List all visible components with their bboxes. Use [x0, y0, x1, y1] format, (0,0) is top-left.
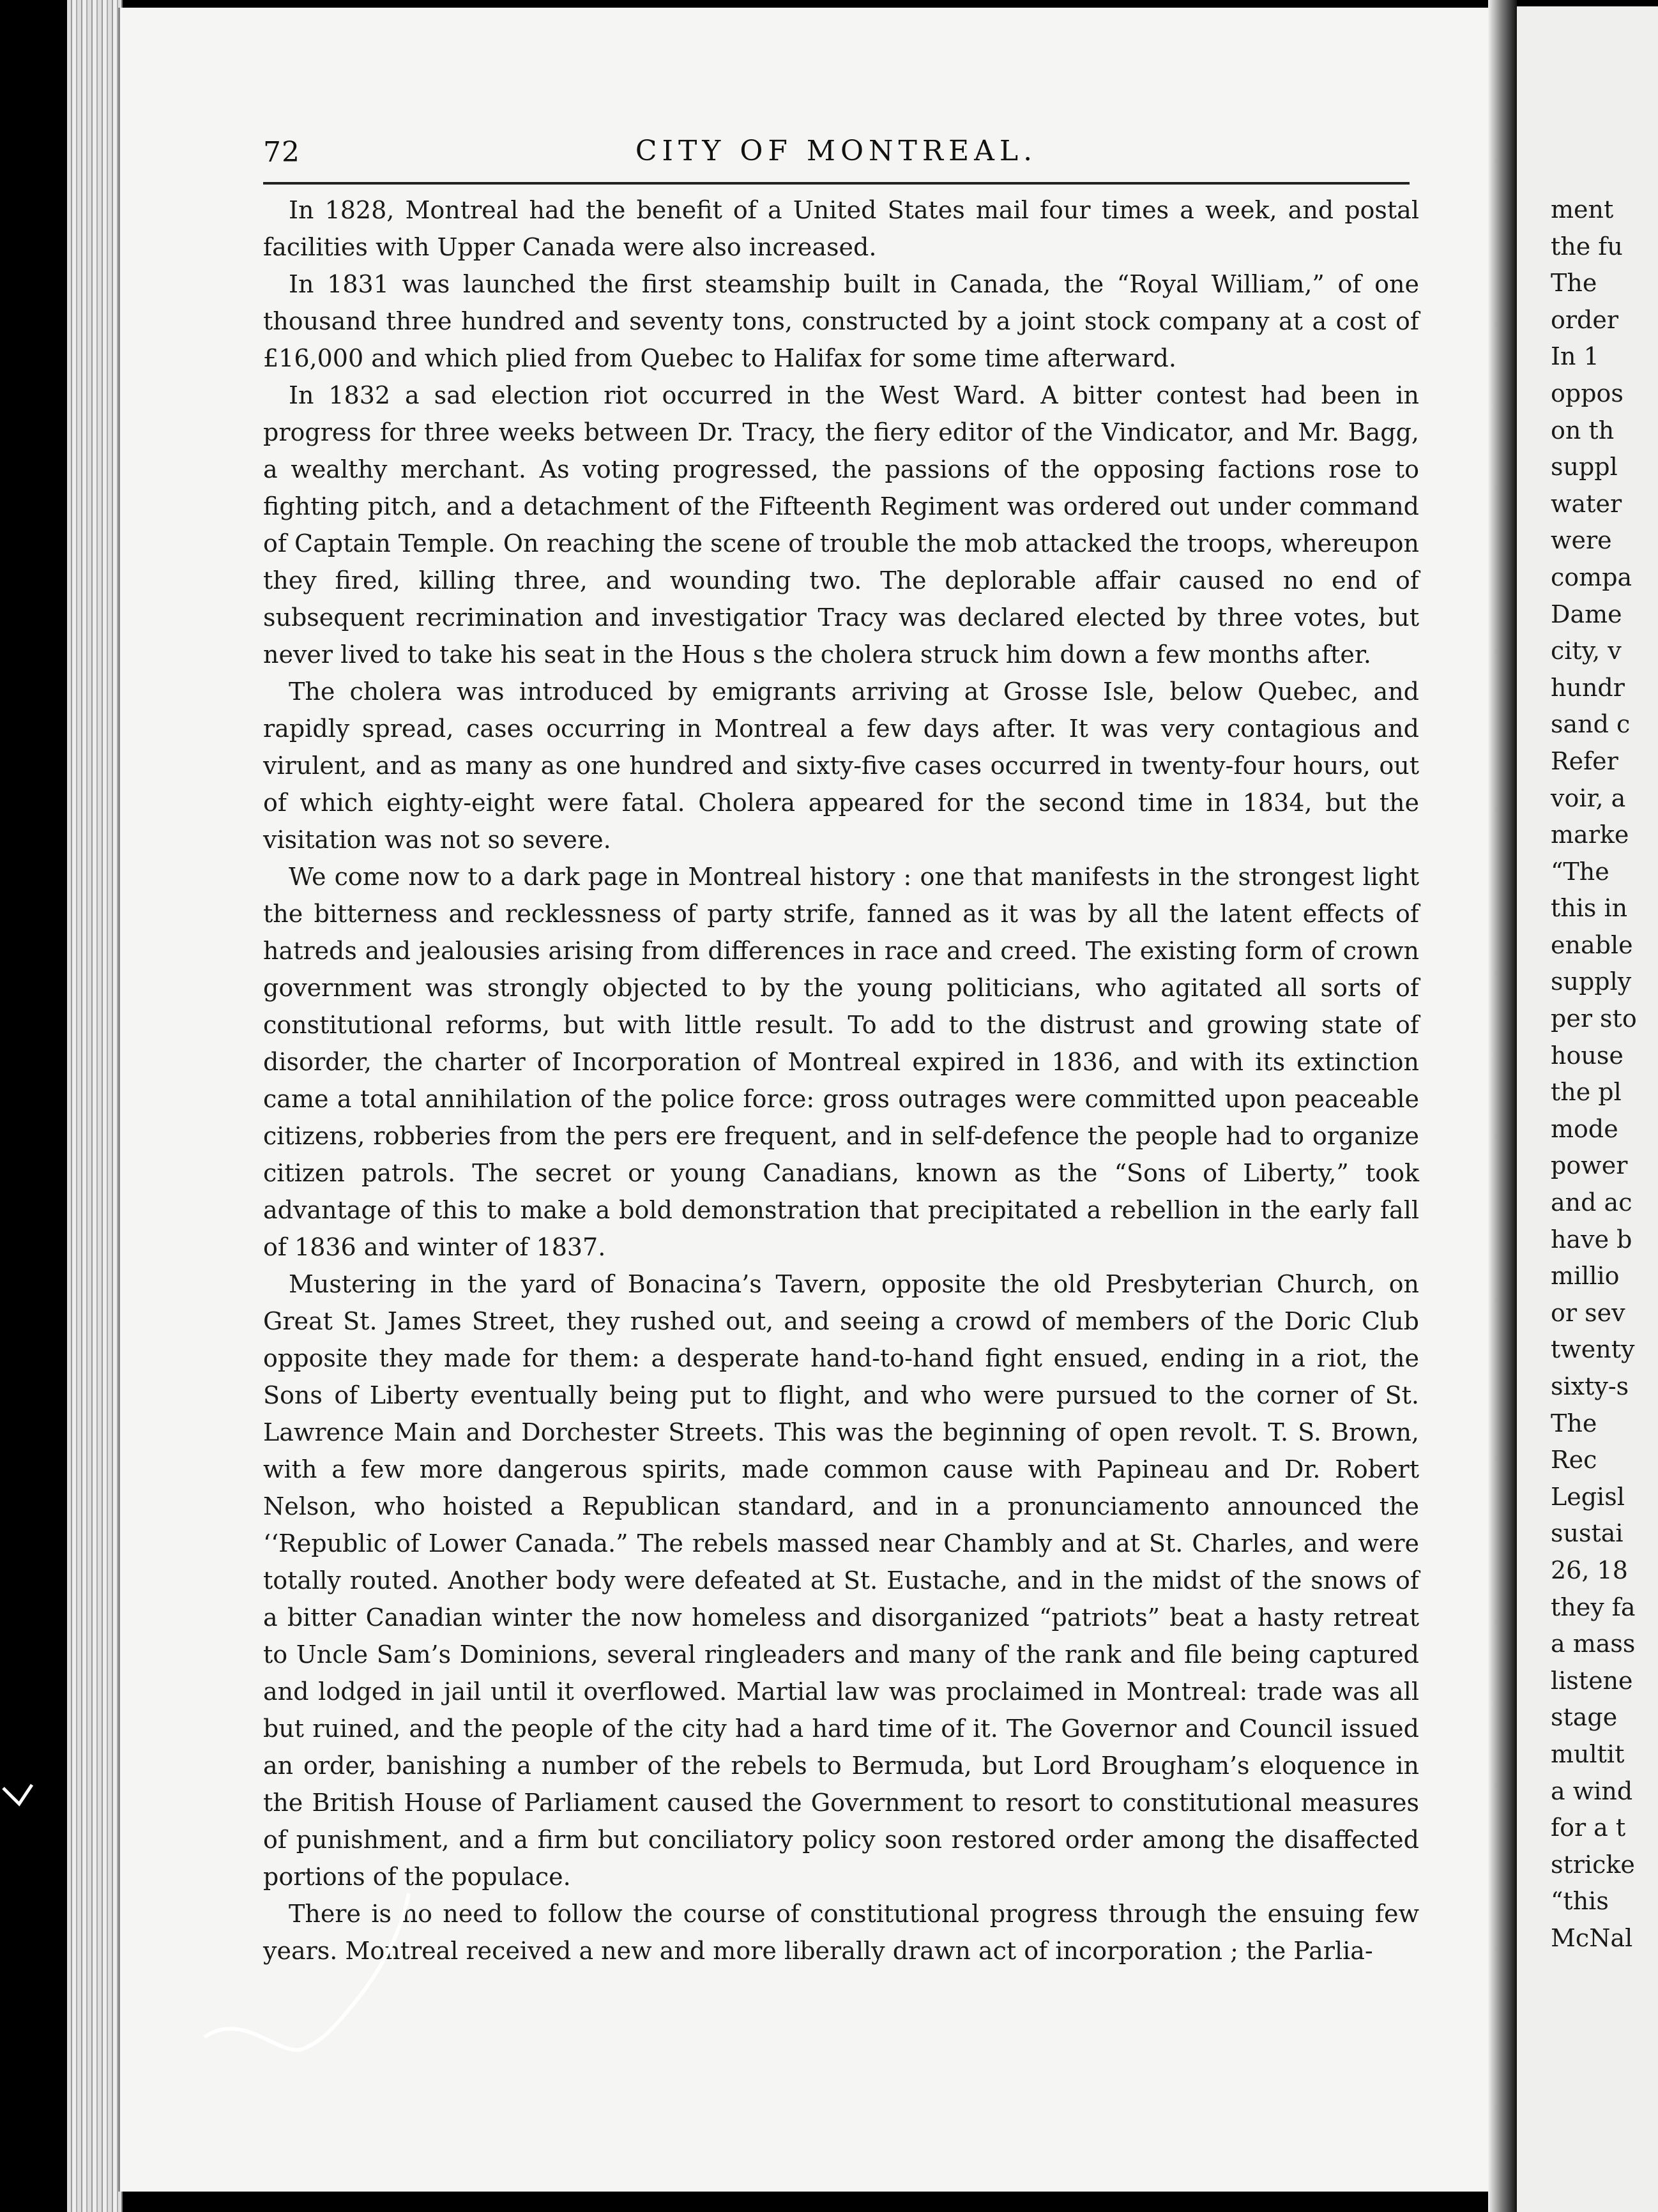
- paragraph: The cholera was introduced by emigrants arriving at Grosse Isle, below Quebec, and rapidly spread, cases occurring in Montreal a few days after. It was very contagious and virulent, and as many as one hundred and sixty-five cases occurred in twenty-four hours, out of which eighty-eight were fatal. Cholera appeared for the second time in 1834, but the visitation was not so severe.: [263, 678, 1419, 854]
- next-page-fragment: McNal: [1551, 1923, 1633, 1952]
- page-title: CITY OF MONTREAL.: [635, 135, 1038, 167]
- next-page-fragment: compa: [1551, 563, 1632, 591]
- next-page-fragment: “this: [1551, 1887, 1609, 1916]
- next-page-fragment: a wind: [1551, 1776, 1633, 1805]
- next-page-fragment: and ac: [1551, 1188, 1632, 1217]
- next-page-fragment: listene: [1551, 1666, 1633, 1695]
- paragraph: In 1831 was launched the first steamship built in Canada, the “Royal William,” of one thousand three hundred and seventy tons, constructed by a joint stock company at a cost of £16,000 and which plied from Quebec to Halifax for some time afterward.: [263, 270, 1419, 372]
- next-page-fragment: Refer: [1551, 746, 1618, 775]
- paragraph: Mustering in the yard of Bonacina’s Tavern, opposite the old Presbyterian Church, on Great St. James Street, they rushed out, and seeing a crowd of members of the Doric Club opposite they made for them: a desperate hand-to-hand fight ensued, ending in a riot, the Sons of Liberty eventually being put to flight, and who were pursued to the corner of St. Lawrence Main and Dorchester Streets. This was the beginning of open revolt. T. S. Brown, with a few more dangerous spirits, made common cause with Papineau and Dr. Robert Nelson, who hoisted a Republican standard, and in a pronunciamento announced the ‘‘Republic of Lower Canada.” The rebels massed near Chambly and at St. Charles, and were totally routed. Another body were defeated at St. Eustache, and in the midst of the snows of a bitter Canadian winter the now homeless and disorganized “patriots” beat a hasty retreat to Uncle Sam’s Dominions, several ringleaders and many of the rank and file being captured and lodged in jail until it overflowed. Martial law was proclaimed in Montreal: trade was all but ruined, and the people of the city had a hard time of it. The Governor and Council issued an order, banishing a number of the rebels to Bermuda, but Lord Brougham’s eloquence in the British House of Parliament caused the Government to resort to constitutional measures of punishment, and a firm but conciliatory policy soon restored order among the disaffected portions of the populace.: [263, 1270, 1419, 1891]
- next-page-fragment: they fa: [1551, 1593, 1636, 1621]
- next-page-fragment: have b: [1551, 1225, 1632, 1254]
- next-page-fragment: In 1: [1551, 342, 1599, 371]
- paragraph: There is no need to follow the course of constitutional progress through the ensuing few years. Montreal received a new and more liberally drawn act of incorporation ; the Parlia-: [263, 1900, 1419, 1965]
- next-page-fragment: order: [1551, 305, 1619, 334]
- running-header: [263, 131, 1410, 185]
- page-number: 72: [263, 136, 300, 169]
- next-page-fragment: “The: [1551, 857, 1609, 886]
- next-page-fragment: sand c: [1551, 710, 1631, 739]
- next-page-fragment: marke: [1551, 821, 1629, 849]
- next-page-fragment: twenty: [1551, 1335, 1635, 1364]
- next-page-fragment: the pl: [1551, 1078, 1622, 1107]
- paragraph: We come now to a dark page in Montreal history : one that manifests in the strongest light the bitterness and recklessness of party strife, fanned as it was by all the latent effects of hatreds and jealousies arising from differences in race and creed. The existing form of crown government was strongly objected to by the young politicians, who agitated all sorts of constitutional reforms, but with little result. To add to the distrust and growing state of disorder, the charter of Incorporation of Montreal expired in 1836, and with its extinction came a total annihilation of the police force: gross outrages were committed upon peaceable citizens, robberies from the pers ere frequent, and in self-defence the people had to organize citizen patrols. The secret or young Canadians, known as the “Sons of Liberty,” took advantage of this to make a bold demonstration that precipitated a rebellion in the early fall of 1836 and winter of 1837.: [263, 863, 1419, 1261]
- next-page-fragment: hundr: [1551, 673, 1625, 702]
- next-page-fragment: 26, 18: [1551, 1556, 1628, 1584]
- book-gutter: [1488, 0, 1517, 2212]
- paragraph: In 1828, Montreal had the benefit of a United States mail four times a week, and postal facilities with Upper Canada were also increased.: [263, 196, 1419, 261]
- page-stack-edges: [67, 0, 123, 2212]
- body-text: [263, 192, 1419, 1969]
- next-page-fragment: The: [1551, 269, 1597, 298]
- next-page-fragment: ment: [1551, 195, 1614, 223]
- next-page-fragment: voir, a: [1551, 784, 1626, 812]
- next-page-fragment: the fu: [1551, 232, 1623, 261]
- next-page-fragment: mode: [1551, 1114, 1618, 1143]
- next-page-fragment: millio: [1551, 1262, 1620, 1291]
- next-page-fragment: Legisl: [1551, 1482, 1625, 1511]
- next-page-fragment: The: [1551, 1409, 1597, 1437]
- next-page-fragment: were: [1551, 526, 1612, 555]
- next-page-fragment: for a t: [1551, 1814, 1626, 1842]
- next-page-column: [1551, 192, 1658, 1957]
- next-page-fragment: sixty-s: [1551, 1372, 1629, 1400]
- next-page-fragment: a mass: [1551, 1630, 1636, 1658]
- next-page-fragment: stage: [1551, 1703, 1618, 1732]
- next-page-fragment: enable: [1551, 930, 1633, 959]
- next-page-fragment: this in: [1551, 894, 1628, 923]
- next-page-fragment: or sev: [1551, 1298, 1625, 1327]
- next-page-fragment: on th: [1551, 416, 1615, 444]
- scratch-mark-icon: [192, 1890, 447, 2082]
- margin-mark-icon: [0, 1775, 38, 1852]
- paragraph: In 1832 a sad election riot occurred in the West Ward. A bitter contest had been in progress for three weeks between Dr. Tracy, the fiery editor of the Vindicator, and Mr. Bagg, a wealthy merchant. As voting progressed, the passions of the opposing factions rose to fighting pitch, and a detachment of the Fifteenth Regiment was ordered out under command of Captain Temple. On reaching the scene of trouble the mob attacked the troops, whereupon they fired, killing three, and wounding two. The deplorable affair caused no end of subsequent recrimination and investigatior Tracy was declared elected by three votes, but never lived to take his seat in the Hous s the cholera struck him down a few months after.: [263, 381, 1419, 669]
- next-page-fragment: water: [1551, 489, 1622, 518]
- next-page-fragment: city, v: [1551, 637, 1622, 665]
- next-page-fragment: per sto: [1551, 1004, 1637, 1033]
- next-page-fragment: power: [1551, 1151, 1628, 1180]
- next-page-fragment: multit: [1551, 1739, 1625, 1768]
- next-page-fragment: Dame: [1551, 600, 1622, 628]
- next-page-fragment: house: [1551, 1041, 1624, 1070]
- next-page-fragment: Rec: [1551, 1446, 1597, 1474]
- next-page-fragment: suppl: [1551, 453, 1618, 481]
- next-page-fragment: supply: [1551, 967, 1632, 996]
- next-page-fragment: sustai: [1551, 1519, 1624, 1548]
- next-page-fragment: oppos: [1551, 379, 1624, 407]
- next-page-fragment: stricke: [1551, 1850, 1635, 1879]
